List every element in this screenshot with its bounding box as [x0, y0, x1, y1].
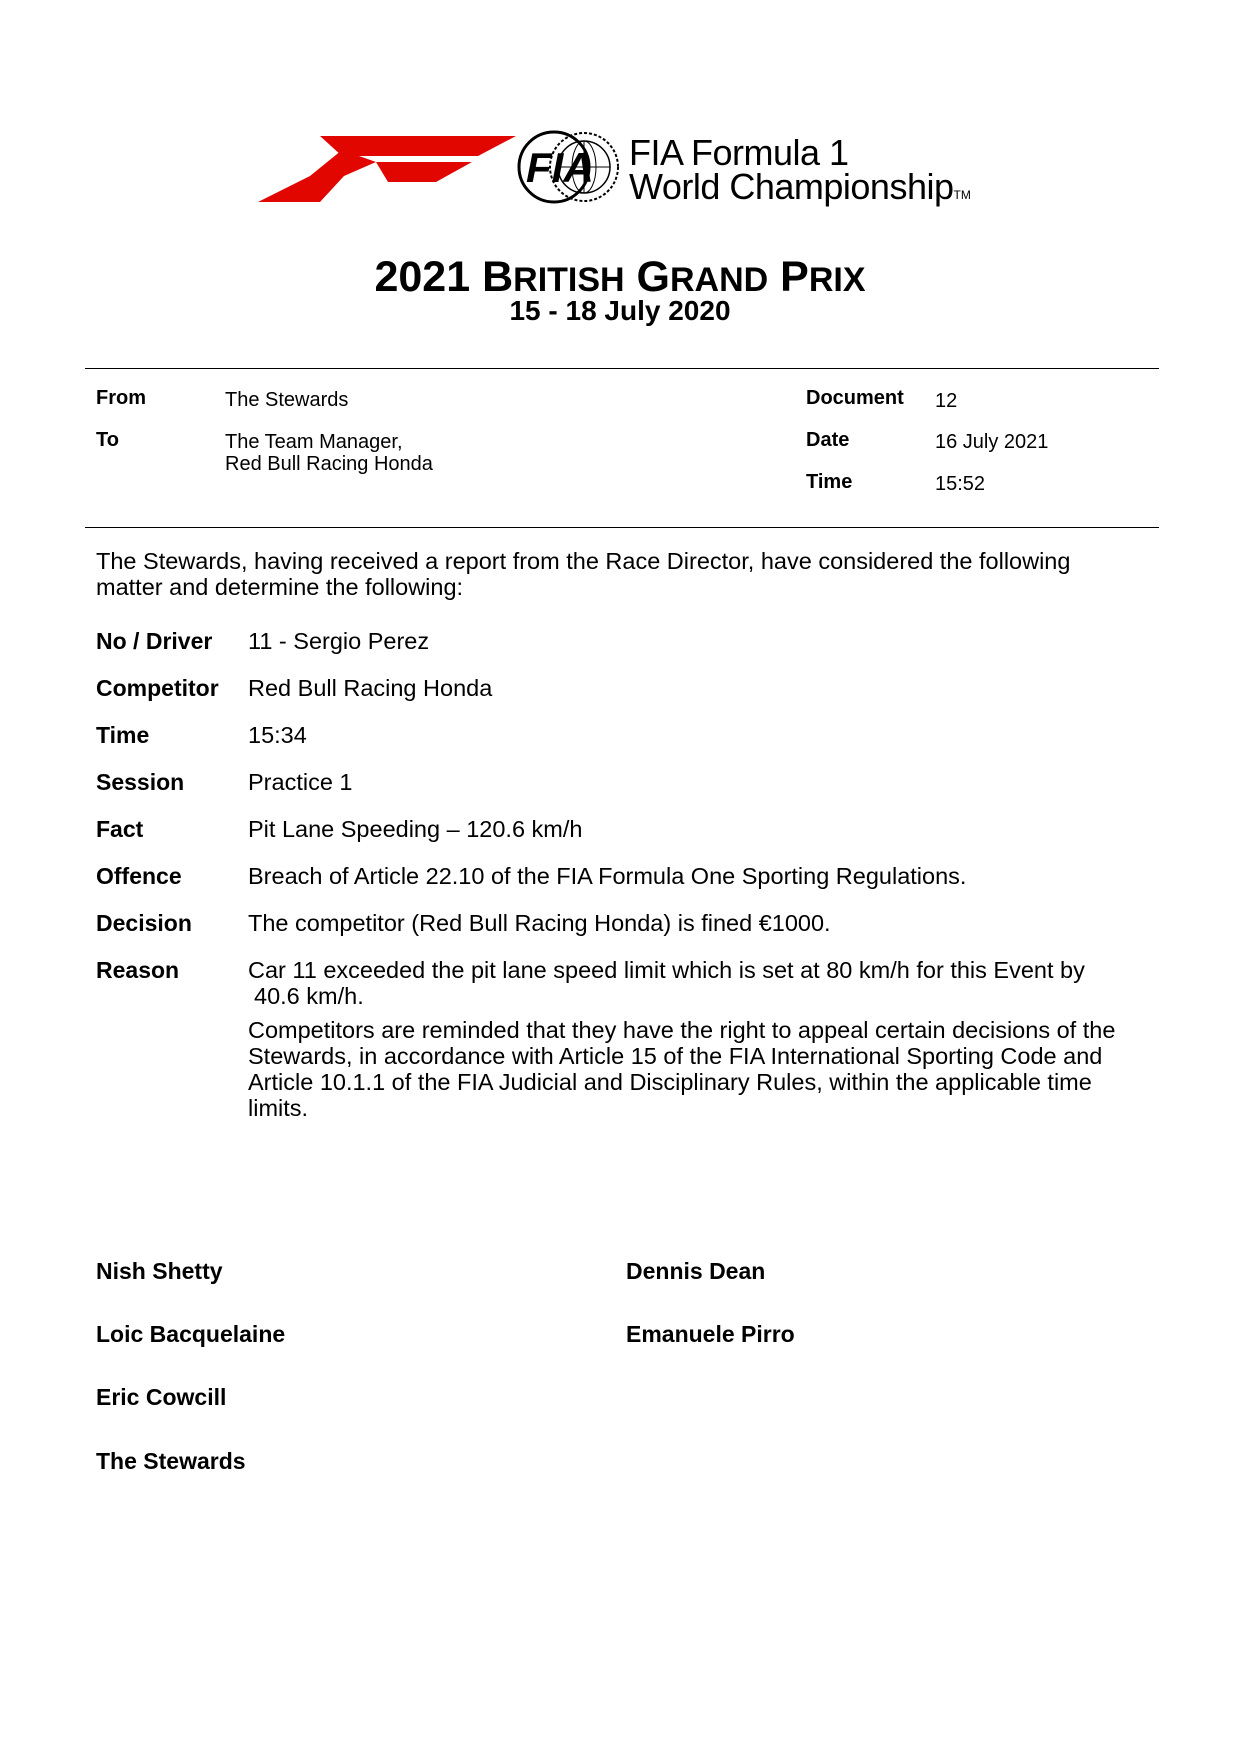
- title-word-1-rest: RITISH: [513, 261, 625, 299]
- reason-label: Reason: [96, 957, 180, 983]
- intro-line-2: matter and determine the following:: [96, 574, 464, 600]
- incident-time-label: Time: [96, 722, 150, 748]
- fact-value: Pit Lane Speeding – 120.6 km/h: [248, 816, 583, 842]
- steward-name: Dennis Dean: [626, 1258, 766, 1284]
- reason-value: [248, 957, 1128, 1009]
- steward-name: Nish Shetty: [96, 1258, 223, 1284]
- from-label: From: [96, 387, 146, 409]
- to-value-line-1: The Team Manager,: [225, 431, 403, 453]
- appeal-notice: [248, 1017, 1128, 1121]
- title-word-1-initial: B: [482, 253, 514, 301]
- to-value-line-2: Red Bull Racing Honda: [225, 453, 433, 475]
- reason-line-2: 40.6 km/h.: [254, 983, 364, 1009]
- stewards-closing: The Stewards: [96, 1448, 246, 1474]
- title-word-2-rest: RAND: [670, 261, 769, 299]
- session-label: Session: [96, 769, 185, 795]
- title-word-3-initial: P: [780, 253, 809, 301]
- from-value: The Stewards: [225, 389, 349, 411]
- divider-bottom: [85, 527, 1159, 528]
- intro-line-1: The Stewards, having received a report from the Race Director, have considered the following: [96, 548, 1071, 574]
- competitor-label: Competitor: [96, 675, 219, 701]
- competitor-value: Red Bull Racing Honda: [248, 675, 493, 701]
- decision-label: Decision: [96, 910, 192, 936]
- brand-line-1: FIA Formula 1: [629, 132, 849, 173]
- title-word-2-initial: G: [636, 253, 670, 301]
- time-label: Time: [806, 471, 853, 493]
- offence-label: Offence: [96, 863, 182, 889]
- event-dates: 15 - 18 July 2020: [509, 295, 731, 326]
- divider-top: [85, 368, 1159, 369]
- document-value: 12: [935, 390, 958, 412]
- offence-value: Breach of Article 22.10 of the FIA Formula One Sporting Regulations.: [248, 863, 967, 889]
- reason-line-1: Car 11 exceeded the pit lane speed limit which is set at 80 km/h for this Event by: [248, 957, 1085, 983]
- title-word-3-rest: RIX: [808, 261, 866, 299]
- time-value: 15:52: [935, 473, 986, 495]
- steward-name: Emanuele Pirro: [626, 1321, 795, 1347]
- document-label: Document: [806, 387, 904, 409]
- appeal-line-2: Stewards, in accordance with Article 15 of the FIA International Sporting Code and: [248, 1043, 1103, 1069]
- title-year: 2021: [374, 253, 471, 301]
- date-value: 16 July 2021: [935, 431, 1049, 453]
- to-label: To: [96, 429, 119, 451]
- trademark-mark: TM: [953, 188, 971, 202]
- steward-name: Loic Bacquelaine: [96, 1321, 286, 1347]
- fact-label: Fact: [96, 816, 144, 842]
- f1-logo-icon: [258, 136, 516, 202]
- steward-name: Eric Cowcill: [96, 1384, 227, 1410]
- fia-seal-icon: [512, 128, 622, 206]
- driver-label: No / Driver: [96, 628, 213, 654]
- brand-wordmark: [629, 132, 971, 212]
- date-label: Date: [806, 429, 850, 451]
- appeal-line-3: Article 10.1.1 of the FIA Judicial and Disciplinary Rules, within the applicable time: [248, 1069, 1092, 1095]
- svg-text:FIA: FIA: [526, 144, 594, 191]
- intro-paragraph: [96, 548, 1106, 600]
- driver-value: 11 - Sergio Perez: [248, 628, 430, 654]
- appeal-line-1: Competitors are reminded that they have the right to appeal certain decisions of the: [248, 1017, 1116, 1043]
- decision-value: The competitor (Red Bull Racing Honda) is fined €1000.: [248, 910, 831, 936]
- header-logo: [258, 128, 1018, 218]
- session-value: Practice 1: [248, 769, 353, 795]
- brand-line-2: World Championship: [629, 166, 954, 207]
- incident-time-value: 15:34: [248, 722, 307, 748]
- appeal-line-4: limits.: [248, 1095, 309, 1121]
